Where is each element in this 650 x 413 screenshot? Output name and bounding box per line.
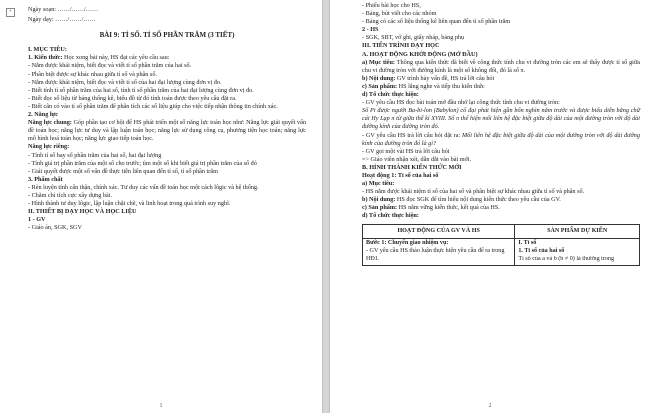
step-1-label: Bước 1: Chuyển giao nhiệm vụ: [366, 240, 449, 247]
table-cell-activity [363, 239, 515, 265]
activity-table [362, 224, 640, 266]
student-item: - SGK, SBT, vở ghi, giấy nháp, bảng phụ [362, 34, 465, 42]
b-content-text: HS đọc SGK để tìm hiểu nội dung kiến thức theo yêu cầu của GV. [395, 196, 561, 204]
knowledge-intro: Học xong bài này, HS đạt các yêu cầu sau: [62, 54, 170, 62]
a-product-text: HS lắng nghe và tiếp thu kiến thức [397, 82, 485, 90]
activity-b-heading: B. HÌNH THÀNH KIẾN THỨC MỚI [362, 163, 462, 171]
general-competence-text: Góp phần tạo cơ hội để HS phát triển một số năng lực toán học như: Năng lực giải quyết vấn đề toán học; năng lực tư duy và lập luận toán học; năng lực sử dụng công cụ, phương tiện học toán; năng lực mô hình hoá toán học; năng lực giao tiếp toán học. [28, 119, 306, 143]
section-procedure: III. TIẾN TRÌNH DẠY HỌC [362, 42, 440, 50]
a-organize-item: - GV yêu cầu HS đọc bài toán mở đầu nhớ lại công thức tính chu vi đường tròn: [362, 99, 560, 107]
section-equipment: II. THIẾT BỊ DẠY HỌC VÀ HỌC LIỆU [28, 208, 137, 216]
step-1-text: - GV yêu cầu HS thảo luận thực hiện yêu cầu để ra trong HĐ1. [366, 248, 505, 262]
knowledge-item: - Biết đọc số liệu từ bảng thống kê, biểu đồ từ đó tính toán được theo yêu cầu đặt ra. [28, 94, 237, 102]
activity-1-heading: Hoạt động 1: Tỉ số của hai số [362, 171, 439, 179]
qualities-item: - Hình thành tư duy lôgic, lập luận chặt chẽ, và linh hoạt trong quá trình suy nghĩ. [28, 200, 231, 208]
knowledge-item: - Biết tính tỉ số phần trăm của hai số, tính tỉ số phần trăm của hai đại lượng cùng đơn vị đo. [28, 86, 254, 94]
a-product-head: c) Sản phẩm: [362, 82, 398, 90]
b-content-head: b) Nội dung: [362, 196, 396, 204]
a-tail-item: => Giáo viên nhận xét, dẫn dắt vào bài mới. [362, 155, 472, 163]
b-product-head: c) Sản phẩm: [362, 204, 398, 212]
equipment-item: - Bảng, bút viết cho các nhóm [362, 10, 437, 18]
general-competence-heading: Năng lực chung: [28, 119, 72, 127]
qualities-item: - Rèn luyện tính cẩn thận, chính xác. Tư duy các vấn đề toán học một cách lôgic và hệ thống. [28, 183, 259, 191]
activity-a-heading: A. HOẠT ĐỘNG KHỞI ĐỘNG (MỞ ĐẦU) [362, 50, 478, 58]
a-question [362, 132, 640, 148]
document-page-2 [330, 0, 650, 413]
a-objective [362, 59, 640, 75]
equipment-item: - Phiếu bài học cho HS, [362, 2, 421, 9]
b-objective-text: - HS nắm được khái niệm tỉ số của hai số và phân biệt sự khác nhau giữa tỉ số và phân số. [362, 188, 585, 196]
b-organize-head: d) Tổ chức thực hiện: [362, 212, 419, 220]
a-organize-head: d) Tổ chức thực hiện: [362, 91, 419, 99]
competence-heading: 2. Năng lực [28, 111, 59, 119]
a-pi-story: Số Pi được người Ba-bi-lon (Babylon) cổ đại phát hiện gần bốn nghìn năm trước và được biểu diễn bằng chữ cái Hy Lạp π từ giữa thế kỉ XVIII. Số π thể hiện mối liên hệ đặc biệt giữa độ dài của một đường tròn với độ dài đường kính của đường tròn đó. [362, 107, 640, 131]
teacher-heading: 1 - GV [28, 216, 46, 224]
table-move-handle-icon[interactable]: + [6, 8, 15, 17]
specific-competence-item: - Giải quyết được một số vấn đề thực tiễn liên quan đến tỉ số, tỉ số phần trăm [28, 167, 218, 175]
knowledge-item: - Nắm được khái niệm, biết đọc và viết tỉ số của hai đại lượng cùng đơn vị đo. [28, 78, 222, 86]
page-2-content [362, 2, 640, 266]
table-header-activity: HOẠT ĐỘNG CỦA GV VÀ HS [363, 224, 515, 239]
table-cell-product [515, 239, 640, 265]
page-number: 2 [488, 403, 492, 409]
knowledge-heading: 1. Kiến thức: [28, 54, 63, 62]
table-header-product: SẢN PHẨM DỰ KIẾN [515, 224, 640, 239]
qualities-item: - Chăm chỉ tích cực xây dựng bài. [28, 191, 113, 199]
knowledge-item: - Nắm được khái niệm, biết đọc và viết tỉ số phần trăm của hai số. [28, 62, 192, 70]
a-tail-item: - GV gọi một vài HS trả lời câu hỏi [362, 147, 450, 155]
document-page-1 [0, 0, 322, 413]
a-content-head: b) Nội dung: [362, 74, 396, 82]
lesson-title: BÀI 9: TỈ SỐ. TỈ SỐ PHẦN TRĂM (3 TIẾT) [99, 31, 235, 40]
a-content-text: GV trình bày vấn đề, HS trả lời câu hỏi [395, 74, 495, 82]
a-objective-head: a) Mục tiêu: [362, 58, 395, 66]
specific-competence-heading: Năng lực riêng: [28, 143, 70, 151]
general-competence [28, 119, 306, 143]
page-1-content [28, 6, 306, 232]
product-subheading: 1. Tỉ số của hai số [518, 248, 565, 255]
student-heading: 2 - HS [362, 26, 379, 34]
b-product-text: HS nắm vững kiến thức, kết quả của HS. [397, 204, 500, 212]
qualities-heading: 3. Phẩm chất [28, 175, 63, 183]
ngay-soan: Ngày soạn: ……/……/…… [28, 6, 99, 13]
page-number: 1 [159, 403, 163, 409]
specific-competence-item: - Tính tỉ số hay số phần trăm của hai số, hai đại lượng [28, 151, 162, 159]
knowledge-item: - Phân biệt được sự khác nhau giữa tỉ số và phân số. [28, 70, 157, 78]
a-question-pre: - GV yêu cầu HS trả lời câu hỏi đặt ra: [362, 131, 462, 139]
a-question-text: Mối liên hệ đặc biệt giữa độ dài của một đường tròn với độ dài đường kính của đường tròn đó là gì? [362, 131, 640, 147]
product-text: Tỉ số của a và b (b ≠ 0) là thương trong [518, 255, 615, 262]
product-heading: I. Tỉ số [518, 240, 537, 247]
equipment-item: - Bảng có các số liệu thống kê liên quan đến tỉ số phần trăm [362, 18, 511, 26]
specific-competence-item: - Tính giá trị phần trăm của một số cho trước; tìm một số khi biết giá trị phần trăm của số đó [28, 159, 257, 167]
a-objective-text: Thông qua kiến thức đã biết về công thức tính chu vi đường tròn các em sẽ thấy được tỉ số giữa chu vi đường tròn với đường kính là một số không đổi, đó là số π. [362, 58, 640, 74]
b-objective-head: a) Mục tiêu: [362, 180, 395, 188]
teacher-item: - Giáo án, SGK, SGV [28, 224, 82, 232]
knowledge-item: - Biết cân có vào tỉ số phần trăm để phân tích các số liệu giúp cho việc tiếp nhận thông tin chính xác. [28, 102, 278, 110]
ngay-day: Ngày dạy: ……/……/…… [28, 16, 96, 24]
section-objectives: I. MỤC TIÊU: [28, 46, 67, 54]
